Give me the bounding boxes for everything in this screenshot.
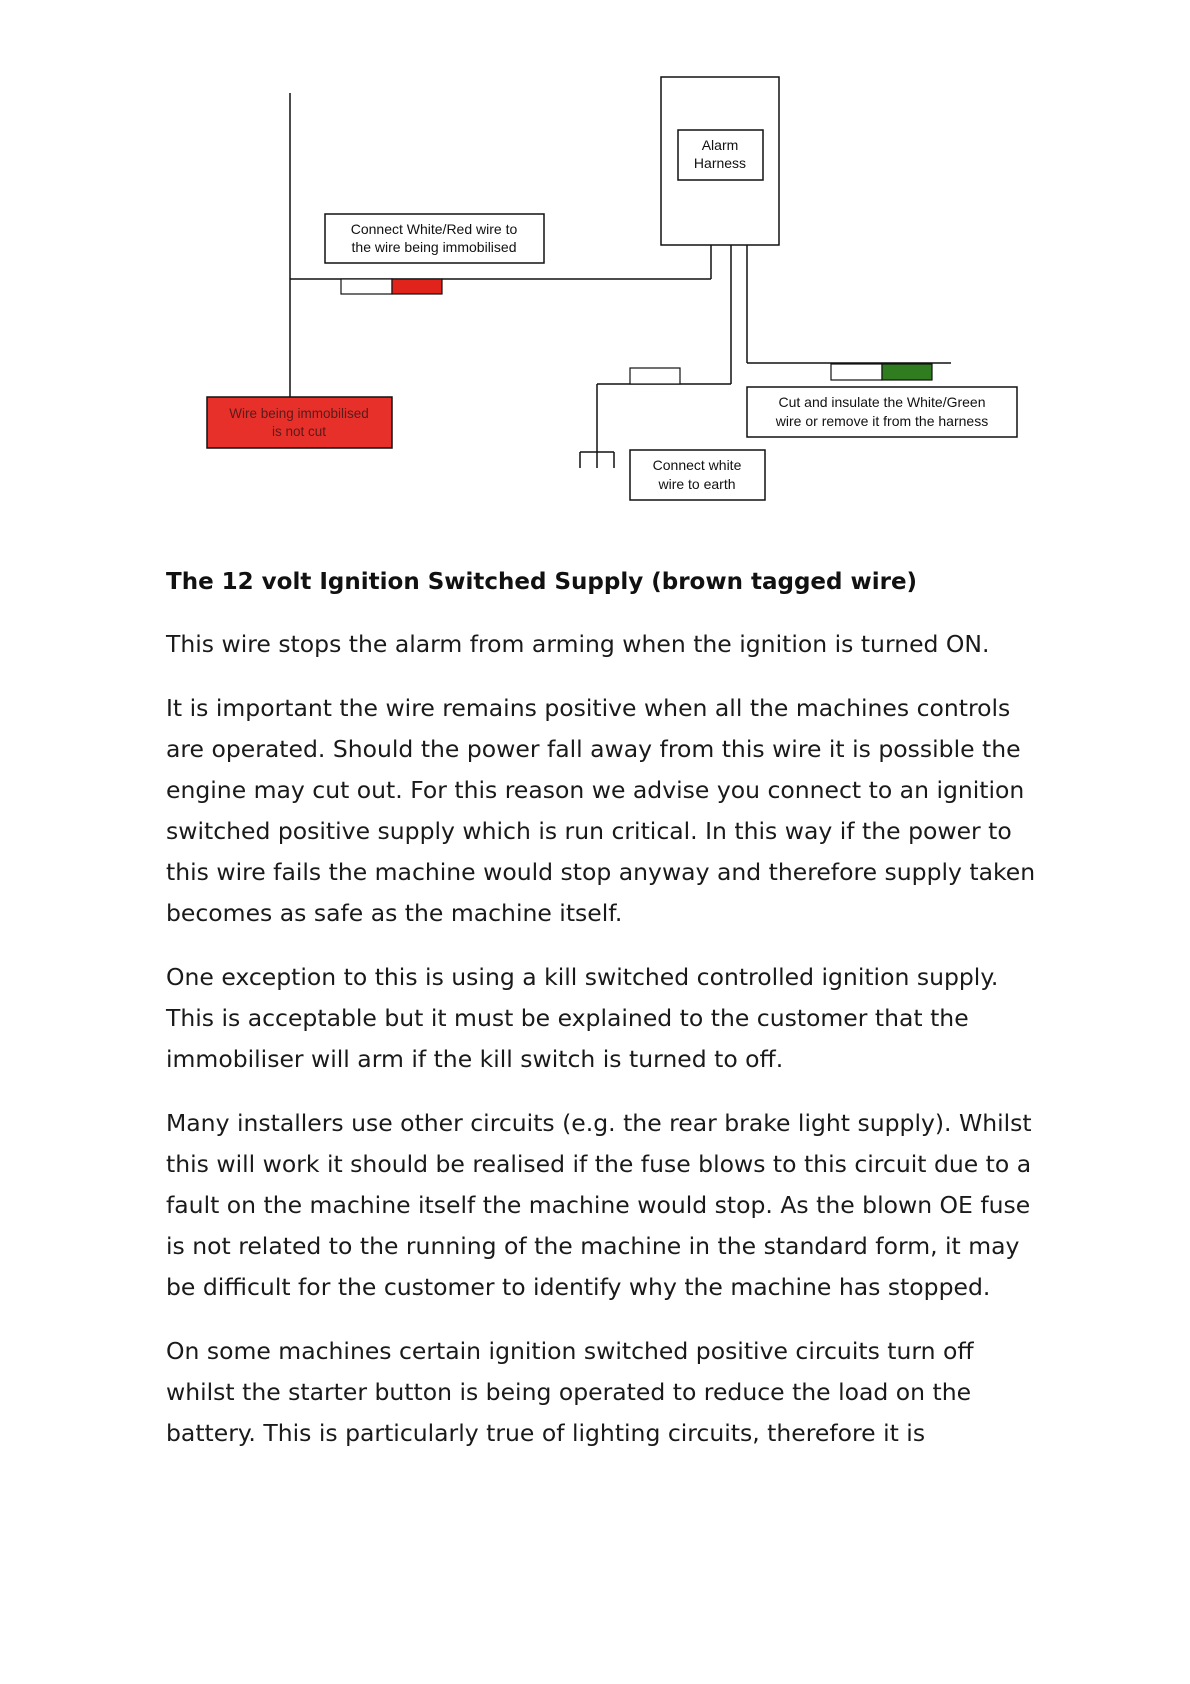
paragraph-4: Many installers use other circuits (e.g. the rear brake light supply). Whilst this will work it should be realised if the fuse blows to this circuit due to a fault on the machine itself the machine would stop. As the blown OE fuse is not related to the running of the machine in the standard form, it may be difficult for the customer to identify why the machine has stopped. xyxy=(166,1109,1032,1301)
not-cut-line1: Wire being immobilised xyxy=(229,406,369,421)
cut-insulate-line1: Cut and insulate the White/Green xyxy=(778,394,986,410)
white-tag-segment-3 xyxy=(630,368,680,384)
connect-earth-line2: wire to earth xyxy=(658,476,736,492)
connect-white-red-line2: the wire being immobilised xyxy=(351,239,517,255)
wiring-diagram xyxy=(0,0,1190,520)
alarm-harness-label-line2: Harness xyxy=(693,155,747,171)
paragraph-1: This wire stops the alarm from arming when the ignition is turned ON. xyxy=(166,630,990,658)
paragraph-2: It is important the wire remains positive when all the machines controls are operated. Should the power fall away from this wire it is possible the engine may cut out. For this reason we advise you connect to an ignition switched positive supply which is run critical. In this way if the power to this wire fails the machine would stop anyway and therefore supply taken becomes as safe as the machine itself. xyxy=(166,694,1036,927)
paragraph-3: One exception to this is using a kill switched controlled ignition supply. This is acceptable but it must be explained to the customer that the immobiliser will arm if the kill switch is turned to off. xyxy=(166,963,999,1073)
red-tag-segment xyxy=(392,279,442,294)
connect-white-red-line1: Connect White/Red wire to xyxy=(350,221,518,237)
connect-earth-line1: Connect white xyxy=(652,457,742,473)
white-tag-segment-2 xyxy=(831,364,882,380)
not-cut-line2: is not cut xyxy=(271,424,327,439)
paragraph-5: On some machines certain ignition switched positive circuits turn off whilst the starter button is being operated to reduce the load on the battery. This is particularly true of lighting circuits, therefore it is xyxy=(166,1337,974,1447)
earth-icon xyxy=(580,452,614,468)
document-body xyxy=(166,566,1046,1477)
cut-insulate-line2: wire or remove it from the harness xyxy=(775,413,989,429)
alarm-harness-label-line1: Alarm xyxy=(701,137,739,153)
green-tag-segment xyxy=(882,364,932,380)
not-cut-box xyxy=(207,397,392,448)
section-heading: The 12 volt Ignition Switched Supply (brown tagged wire) xyxy=(166,569,918,595)
white-tag-segment xyxy=(341,279,392,294)
